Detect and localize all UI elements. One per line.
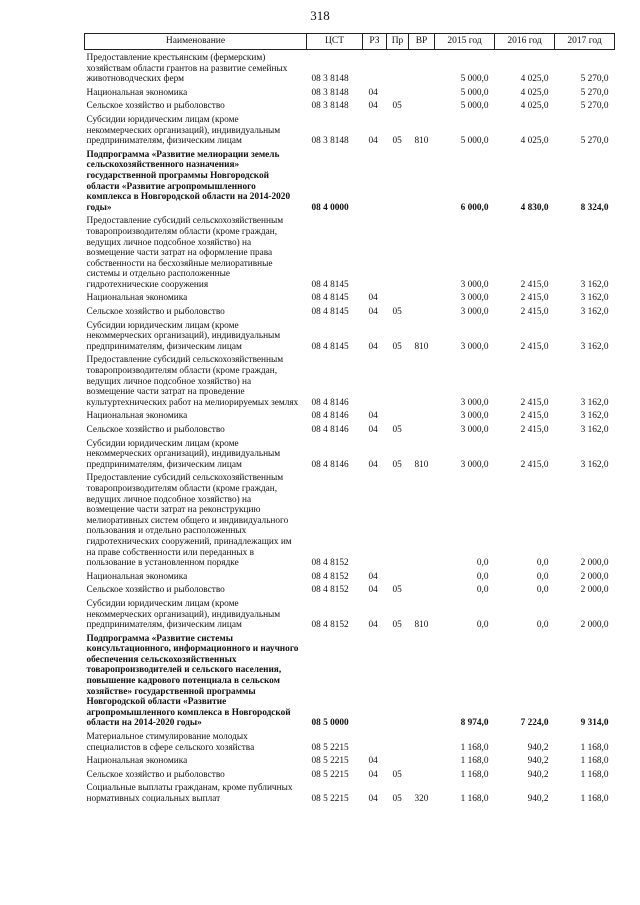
row-2017: 3 162,0 [580,307,609,318]
budget-table [84,33,615,805]
row-2017: 3 162,0 [580,397,609,408]
row-pr [387,470,409,568]
row-2016: 4 830,0 [520,202,549,213]
table-row [85,631,615,729]
row-pr [387,50,409,85]
row-rz: 04 [368,101,378,112]
row-pr: 05 [392,459,402,470]
row-cst: 08 3 8148 [311,101,349,112]
row-2015: 1 168,0 [460,742,489,753]
row-2016: 2 415,0 [520,279,549,290]
row-name: Сельское хозяйство и рыболовство [86,307,225,318]
row-2015: 5 000,0 [460,74,489,85]
row-cst: 08 3 8148 [311,87,349,98]
row-vr [409,147,435,214]
row-vr [409,753,435,767]
row-2015: 3 000,0 [460,307,489,318]
row-vr [409,50,435,85]
table-row [85,304,615,318]
row-2017: 2 000,0 [580,571,609,582]
row-cst: 08 5 2215 [311,742,349,753]
header-cst: ЦСТ [307,34,363,50]
row-cst: 08 4 0000 [311,202,349,213]
row-2015: 3 000,0 [460,411,489,422]
row-2017: 5 270,0 [580,136,609,147]
row-2015: 1 168,0 [460,756,489,767]
row-2017: 5 270,0 [580,87,609,98]
row-name: Подпрограмма «Развитие системы консультационного, информационного и научного обеспечения сельскохозяйственных товаропроизводителей и сельского населения, повышение кадрового потенциала в сельском хозяйстве» государственной программы Новгородской области «Развитие агропромышленного комплекса в Новгородской области на 2014-2020 годы» [86,633,299,729]
row-vr [409,98,435,112]
row-cst: 08 4 8146 [311,411,349,422]
row-cst: 08 4 8146 [311,397,349,408]
row-2017: 1 168,0 [580,769,609,780]
row-2015: 3 000,0 [460,293,489,304]
row-name: Сельское хозяйство и рыболовство [86,585,225,596]
row-pr [387,147,409,214]
row-2015: 1 168,0 [460,769,489,780]
row-cst: 08 4 8152 [311,571,349,582]
row-2017: 8 324,0 [580,202,609,213]
row-rz: 04 [368,571,378,582]
table-body [85,50,615,805]
row-2015: 5 000,0 [460,136,489,147]
row-2016: 0,0 [536,558,549,569]
row-2016: 0,0 [536,585,549,596]
row-rz [363,147,387,214]
row-vr [409,352,435,408]
table-row [85,767,615,781]
row-cst: 08 4 8146 [311,459,349,470]
row-2016: 7 224,0 [520,718,549,729]
row-rz: 04 [368,87,378,98]
row-vr: 810 [414,136,429,147]
row-vr [409,290,435,304]
header-2015: 2015 год [435,34,495,50]
row-vr [409,569,435,583]
row-name: Сельское хозяйство и рыболовство [86,101,225,112]
table-row [85,318,615,353]
table-row [85,112,615,147]
row-2015: 3 000,0 [460,397,489,408]
row-2017: 2 000,0 [580,585,609,596]
row-pr: 05 [392,585,402,596]
row-2015: 3 000,0 [460,425,489,435]
table-row [85,85,615,99]
row-2015: 3 000,0 [460,341,489,352]
row-2017: 1 168,0 [580,756,609,767]
row-2015: 0,0 [476,571,489,582]
header-2017: 2017 год [555,34,615,50]
row-2017: 2 000,0 [580,558,609,569]
table-row [85,213,615,290]
row-pr [387,352,409,408]
row-rz: 04 [368,459,378,470]
table-row [85,98,615,112]
table-row [85,352,615,408]
row-2016: 4 025,0 [520,74,549,85]
row-2016: 940,2 [527,769,549,780]
row-name: Сельское хозяйство и рыболовство [86,425,225,435]
row-cst: 08 3 8148 [311,74,349,85]
row-pr [387,569,409,583]
table-row [85,290,615,304]
row-2015: 6 000,0 [460,202,489,213]
row-cst: 08 4 8145 [311,279,349,290]
row-name: Национальная экономика [86,756,188,767]
row-2016: 4 025,0 [520,101,549,112]
row-2016: 4 025,0 [520,87,549,98]
row-name: Национальная экономика [86,411,188,422]
row-2017: 3 162,0 [580,411,609,422]
row-cst: 08 4 8146 [311,425,349,435]
row-2016: 2 415,0 [520,293,549,304]
row-2017: 5 270,0 [580,101,609,112]
row-rz: 04 [368,293,378,304]
row-2017: 1 168,0 [580,742,609,753]
row-2017: 5 270,0 [580,74,609,85]
row-pr: 05 [392,769,402,780]
row-2017: 1 168,0 [580,794,609,804]
row-vr [409,304,435,318]
row-name: Субсидии юридическим лицам (кроме некоммерческих организаций), индивидуальным предпринимателям, физическим лицам [86,114,281,147]
row-rz [363,50,387,85]
row-2017: 3 162,0 [580,341,609,352]
row-pr [387,631,409,729]
row-2016: 2 415,0 [520,459,549,470]
row-name: Субсидии юридическим лицам (кроме некоммерческих организаций), индивидуальным предпринимателям, физическим лицам [86,320,281,352]
row-vr [409,85,435,99]
row-2017: 3 162,0 [580,459,609,470]
row-2015: 5 000,0 [460,101,489,112]
row-cst: 08 3 8148 [311,136,349,147]
table-row [85,147,615,214]
table-row [85,582,615,596]
row-vr [409,422,435,436]
table-row [85,50,615,85]
row-pr [387,753,409,767]
row-2017: 9 314,0 [580,718,609,729]
row-2016: 2 415,0 [520,411,549,422]
row-name: Социальные выплаты гражданам, кроме публичных нормативных социальных выплат [86,783,293,804]
row-pr [387,729,409,753]
row-name: Предоставление крестьянским (фермерским) хозяйствам области грантов на развитие семейных животноводческих ферм [86,53,288,85]
row-2017: 3 162,0 [580,279,609,290]
row-pr: 05 [392,307,402,318]
row-rz: 04 [368,307,378,318]
row-pr: 05 [392,425,402,435]
row-2016: 0,0 [536,571,549,582]
table-header-row [85,34,615,50]
row-rz [363,631,387,729]
row-rz: 04 [368,411,378,422]
row-pr: 05 [392,341,402,352]
row-cst: 08 5 2215 [311,769,349,780]
row-2016: 940,2 [527,794,549,804]
row-cst: 08 4 8145 [311,307,349,318]
row-rz: 04 [368,794,378,804]
row-cst: 08 4 8145 [311,293,349,304]
row-pr [387,408,409,422]
row-vr: 810 [414,620,429,631]
row-2015: 0,0 [476,558,489,569]
table-row [85,470,615,568]
row-2015: 0,0 [476,585,489,596]
header-rz: РЗ [363,34,387,50]
page-number: 318 [310,8,330,23]
row-name: Предоставление субсидий сельскохозяйственным товаропроизводителям области (кроме граждан, ведущих личное подсобное хозяйство) на возмещение части затрат на проведение культуртехнических работ на мелиорируемых землях [86,355,299,408]
header-2016: 2016 год [495,34,555,50]
row-rz: 04 [368,620,378,631]
row-vr [409,408,435,422]
row-rz [363,729,387,753]
row-vr [409,631,435,729]
row-2016: 4 025,0 [520,136,549,147]
row-rz: 04 [368,585,378,596]
row-rz: 04 [368,756,378,767]
table-row [85,569,615,583]
row-cst: 08 4 8145 [311,341,349,352]
row-pr [387,213,409,290]
row-vr: 810 [414,341,429,352]
row-2016: 940,2 [527,756,549,767]
row-rz [363,213,387,290]
row-cst: 08 4 8152 [311,558,349,569]
row-2016: 940,2 [527,742,549,753]
row-vr [409,213,435,290]
row-rz: 04 [368,136,378,147]
row-cst: 08 5 2215 [311,794,349,804]
row-2015: 5 000,0 [460,87,489,98]
row-2016: 2 415,0 [520,307,549,318]
row-2016: 0,0 [536,620,549,631]
table-row [85,753,615,767]
row-vr [409,582,435,596]
row-vr [409,729,435,753]
table-row [85,422,615,436]
row-name: Предоставление субсидий сельскохозяйственным товаропроизводителям области (кроме граждан, ведущих личное подсобное хозяйство) на возмещение части затрат на реконструкцию мелиоративных систем общего и индивидуального пользования и отдельно расположенных гидротехнических сооружений, принадлежащих им на праве собственности или переданных в пользование в установленном порядке [86,473,292,569]
table-row [85,780,615,804]
row-2017: 3 162,0 [580,425,609,435]
row-pr: 05 [392,794,402,804]
row-name: Материальное стимулирование молодых специалистов в сфере сельского хозяйства [86,732,255,753]
row-name: Национальная экономика [86,293,188,304]
row-pr: 05 [392,620,402,631]
row-name: Национальная экономика [86,571,188,582]
row-name: Предоставление субсидий сельскохозяйственным товаропроизводителям области (кроме граждан, ведущих личное подсобное хозяйство) на возмещение части затрат на оформление права собственности на бесхозяйные мелиоративные системы и отдельно расположенные гидротехнические сооружения [86,216,284,290]
row-pr [387,290,409,304]
row-2015: 1 168,0 [460,794,489,804]
row-name: Сельское хозяйство и рыболовство [86,769,225,780]
row-rz: 04 [368,341,378,352]
row-cst: 08 4 8152 [311,585,349,596]
header-name: Наименование [85,34,307,50]
row-name: Субсидии юридическим лицам (кроме некоммерческих организаций), индивидуальным предпринимателям, физическим лицам [86,598,281,631]
row-pr [387,85,409,99]
row-pr: 05 [392,136,402,147]
row-2016: 2 415,0 [520,397,549,408]
row-2015: 0,0 [476,620,489,631]
table-row [85,596,615,631]
row-vr: 320 [414,794,429,804]
row-name: Субсидии юридическим лицам (кроме некоммерческих организаций), индивидуальным предпринимателям, физическим лицам [86,438,281,470]
header-vr: ВР [409,34,435,50]
row-vr [409,470,435,568]
row-2017: 3 162,0 [580,293,609,304]
row-name: Национальная экономика [86,87,188,98]
table-row [85,729,615,753]
row-2015: 3 000,0 [460,459,489,470]
row-cst: 08 4 8152 [311,620,349,631]
row-rz: 04 [368,425,378,435]
row-rz [363,352,387,408]
row-2016: 2 415,0 [520,425,549,435]
row-name: Подпрограмма «Развитие мелиорации земель сельскохозяйственного назначения» государственной программы Новгородской области «Развитие агропромышленного комплекса в Новгородской области на 2014-2020 годы» [86,149,291,213]
row-rz: 04 [368,769,378,780]
row-vr [409,767,435,781]
table-row [85,436,615,471]
row-pr: 05 [392,101,402,112]
row-2016: 2 415,0 [520,341,549,352]
header-pr: Пр [387,34,409,50]
row-vr: 810 [414,459,429,470]
row-cst: 08 5 0000 [311,718,349,729]
row-2015: 3 000,0 [460,279,489,290]
row-rz [363,470,387,568]
row-2015: 8 974,0 [460,718,489,729]
row-2017: 2 000,0 [580,620,609,631]
row-cst: 08 5 2215 [311,756,349,767]
table-row [85,408,615,422]
